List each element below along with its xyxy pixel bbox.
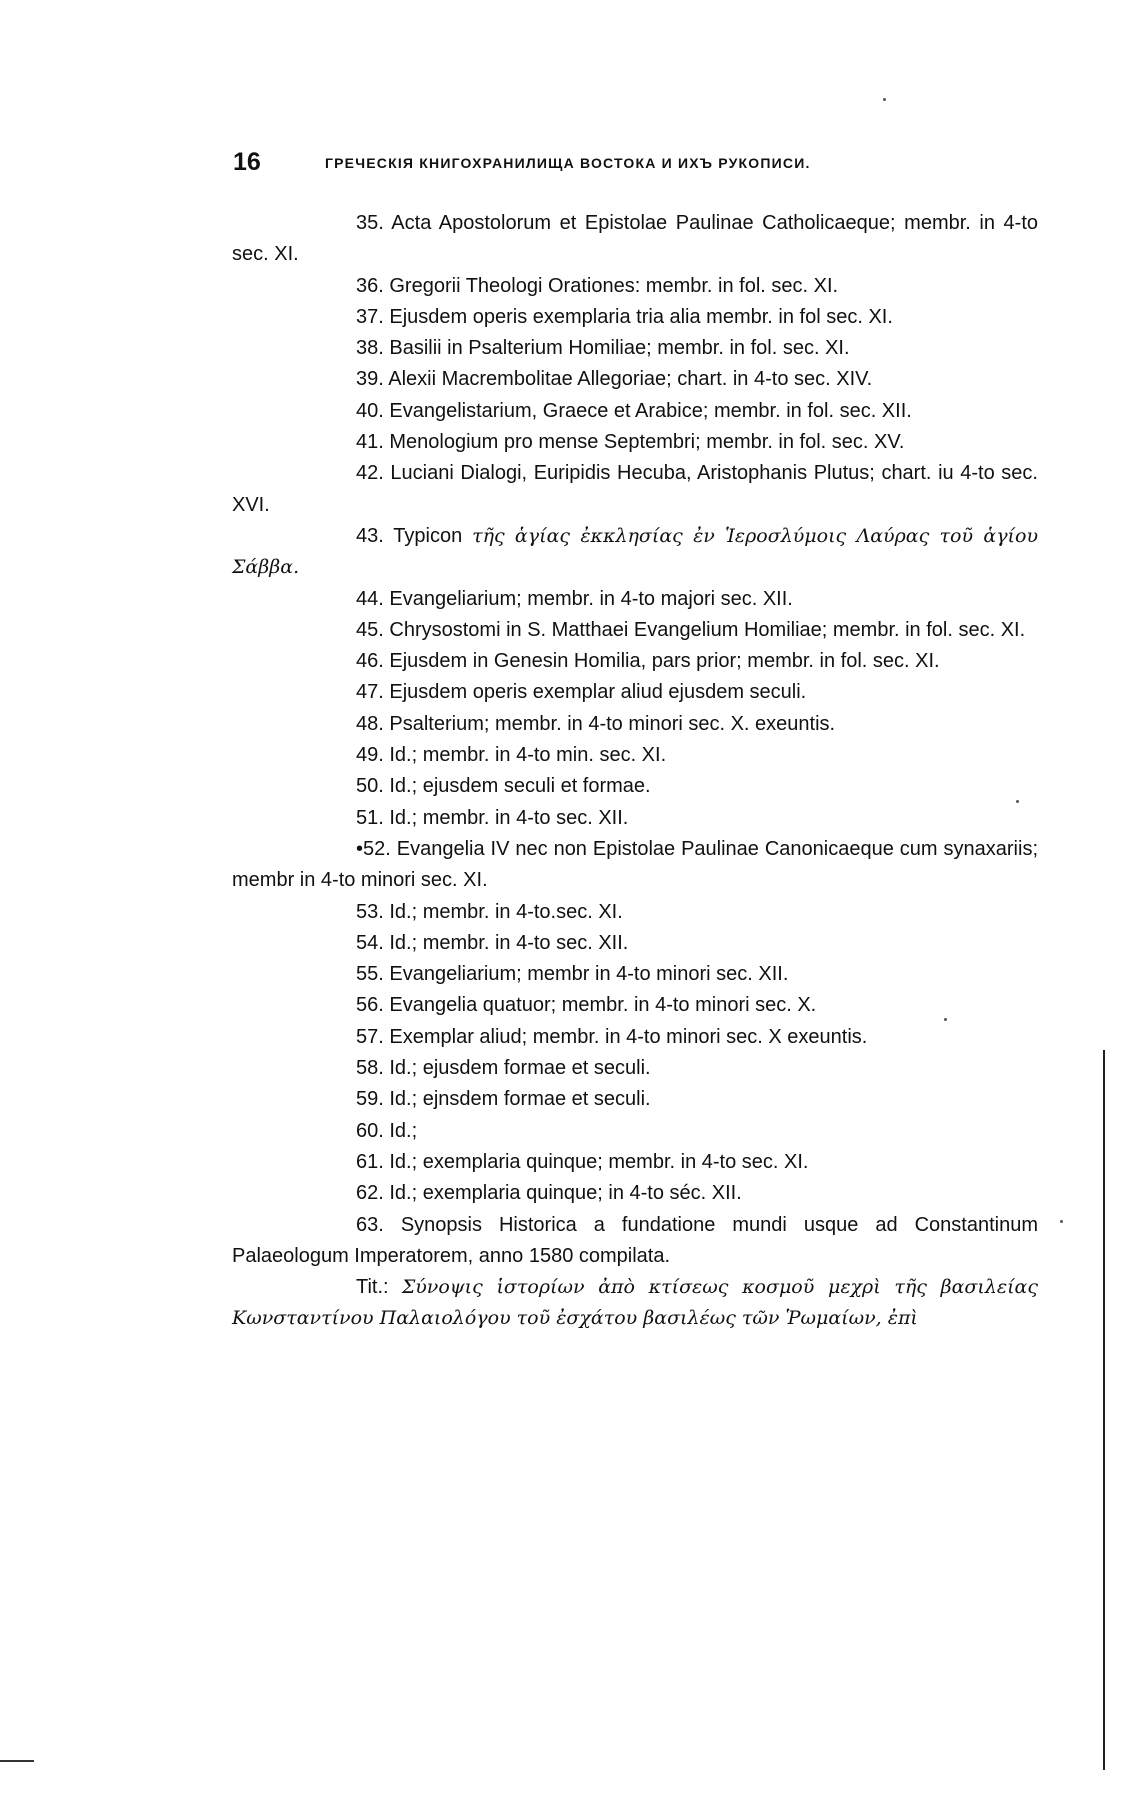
entry-number: 56. (356, 994, 384, 1017)
entry-number: 62. (356, 1182, 384, 1205)
catalogue-entry-41 (232, 427, 1038, 458)
catalogue-entry-54 (232, 928, 1038, 959)
entry-number: 61. (356, 1150, 384, 1173)
entry-number: 36. (356, 274, 384, 297)
entry-number: 47. (356, 681, 384, 704)
entry-number: 45. (356, 618, 384, 641)
catalogue-entry-40 (232, 396, 1038, 427)
catalogue-entry-60 (232, 1116, 1038, 1147)
scan-speck (944, 1018, 947, 1021)
entry-text: Id.; membr. in 4-to min. sec. XI. (389, 744, 667, 767)
entry-text: Luciani Dialogi, Euripidis Hecuba, Aristophanis Plutus; chart. iu 4-to sec. XVI. (232, 462, 1038, 516)
catalogue-entry-38 (232, 333, 1038, 364)
scan-speck (1060, 1220, 1063, 1223)
entry-text: Ejusdem operis exemplaria tria alia membr. in fol sec. XI. (389, 305, 893, 328)
entry-number: 43. (356, 524, 384, 547)
catalogue-entry-56 (232, 990, 1038, 1021)
entry-text: Evangelia quatuor; membr. in 4-to minori sec. X. (389, 994, 817, 1017)
entry-number: •52. (356, 837, 391, 860)
entry-text: Id.; membr. in 4-to sec. XII. (389, 806, 629, 829)
scan-edge-mark (0, 1760, 34, 1762)
entry-text: Psalterium; membr. in 4-to minori sec. X. exeuntis. (389, 712, 836, 735)
entry-text: Typicon (393, 524, 463, 547)
entry-text: Id.; ejusdem formae et seculi. (389, 1057, 651, 1080)
entry-number: 54. (356, 931, 384, 954)
running-title: ГРЕЧЕСКІЯ КНИГОХРАНИЛИЩА ВОСТОКА И ИХЪ РУКОПИСИ. (325, 155, 811, 171)
entry-number: Tit.: (356, 1276, 389, 1299)
catalogue-entry-57 (232, 1022, 1038, 1053)
catalogue-entry-46 (232, 646, 1038, 677)
entry-text: Basilii in Psalterium Homiliae; membr. in fol. sec. XI. (389, 337, 850, 360)
entry-text: Id.; membr. in 4-to.sec. XI. (389, 900, 623, 923)
catalogue-entry-36 (232, 271, 1038, 302)
entry-number: 59. (356, 1088, 384, 1111)
entry-text: Evangelistarium, Graece et Arabice; membr. in fol. sec. XII. (389, 399, 912, 422)
entry-number: 58. (356, 1057, 384, 1080)
catalogue-entry-42 (232, 458, 1038, 521)
entry-number: 37. (356, 305, 384, 328)
entry-number: 44. (356, 587, 384, 610)
catalogue-entry-44 (232, 584, 1038, 615)
entry-number: 57. (356, 1025, 384, 1048)
entry-number: 51. (356, 806, 384, 829)
running-head (233, 148, 953, 180)
catalogue-entry-47 (232, 677, 1038, 708)
entry-text: Gregorii Theologi Orationes: membr. in fol. sec. XI. (389, 274, 839, 297)
catalogue-entry-49 (232, 740, 1038, 771)
scan-speck (883, 98, 886, 101)
catalogue-entry-59 (232, 1084, 1038, 1115)
entry-text: Id.; ejnsdem formae et seculi. (389, 1088, 651, 1111)
catalogue-text (232, 208, 1038, 1335)
catalogue-entry-62 (232, 1178, 1038, 1209)
entry-text: Id.; (389, 1119, 418, 1142)
greek-text: τῆς ἁγίας ἐκκλησίας ἐν Ἱεροσλύμοις Λαύρας τοῦ ἁγίου Σάββα. (232, 524, 1038, 579)
catalogue-entry-58 (232, 1053, 1038, 1084)
entry-text: Evangelia IV nec non Epistolae Paulinae Canonicaeque cum synaxariis; membr in 4-to minori sec. XI. (232, 837, 1038, 892)
entry-number: 60. (356, 1119, 384, 1142)
catalogue-entry-52 (232, 834, 1038, 897)
catalogue-entry-50 (232, 771, 1038, 802)
catalogue-entry-45 (232, 615, 1038, 646)
entry-number: 35. (356, 212, 384, 234)
entry-number: 48. (356, 712, 384, 735)
entry-text: Exemplar aliud; membr. in 4-to minori sec. X exeuntis. (389, 1025, 868, 1048)
entry-number: 40. (356, 399, 384, 422)
entry-number: 41. (356, 431, 384, 454)
entry-number: 50. (356, 775, 384, 798)
entry-text: Alexii Macrembolitae Allegoriae; chart. in 4-to sec. XIV. (388, 368, 873, 391)
entry-number: 38. (356, 337, 384, 360)
entry-number: 49. (356, 744, 384, 767)
entry-number: 39. (356, 368, 384, 391)
entry-number: 46. (356, 650, 384, 673)
catalogue-entry-61 (232, 1147, 1038, 1178)
catalogue-entry-53 (232, 897, 1038, 928)
catalogue-entry-43 (232, 521, 1038, 584)
entry-number: 53. (356, 900, 384, 923)
catalogue-entry-title (232, 1272, 1038, 1335)
entry-text: Chrysostomi in S. Matthaei Evangelium Homiliae; membr. in fol. sec. XI. (389, 618, 1026, 641)
page-number: 16 (233, 148, 261, 176)
entry-number: 63. (356, 1213, 384, 1236)
entry-text: Evangeliarium; membr in 4-to minori sec. XII. (389, 963, 789, 986)
catalogue-entry-51 (232, 803, 1038, 834)
entry-text: Id.; ejusdem seculi et formae. (389, 775, 651, 798)
entry-text: Ejusdem operis exemplar aliud ejusdem seculi. (389, 681, 807, 704)
catalogue-entry-48 (232, 709, 1038, 740)
entry-text: Menologium pro mense Septembri; membr. in fol. sec. XV. (389, 431, 905, 454)
scan-speck (1016, 800, 1019, 803)
entry-text: Acta Apostolorum et Epistolae Paulinae Catholicaeque; membr. in 4-to sec. XI. (232, 212, 1039, 266)
greek-text: Σύνοψις ἱστορίων ἀπὸ κτίσεως κοσμοῦ μεχρὶ τῆς βασιλείας Κωνσταντίνου Παλαιολόγου τοῦ ἐσχάτου βασιλέως τῶν Ῥωμαίων, ἐπὶ (232, 1276, 1038, 1330)
catalogue-entry-39 (232, 364, 1038, 395)
entry-text: Id.; exemplaria quinque; membr. in 4-to sec. XI. (389, 1150, 809, 1173)
catalogue-entry-55 (232, 959, 1038, 990)
entry-text: Id.; exemplaria quinque; in 4-to séc. XII. (389, 1182, 742, 1205)
entry-text: Id.; membr. in 4-to sec. XII. (389, 931, 629, 954)
catalogue-entry-37 (232, 302, 1038, 333)
entry-number: 42. (356, 462, 384, 485)
scan-edge-line (1103, 1050, 1105, 1770)
entry-text: Ejusdem in Genesin Homilia, pars prior; membr. in fol. sec. XI. (389, 650, 940, 673)
entry-text: Synopsis Historica a fundatione mundi usque ad Constantinum Palaeologum Imperatorem, anno 1580 compilata. (232, 1213, 1038, 1267)
entry-text: Evangeliarium; membr. in 4-to majori sec. XII. (389, 587, 793, 610)
entry-number: 55. (356, 963, 384, 986)
catalogue-entry-35 (232, 208, 1038, 271)
catalogue-entry-63 (232, 1210, 1038, 1273)
